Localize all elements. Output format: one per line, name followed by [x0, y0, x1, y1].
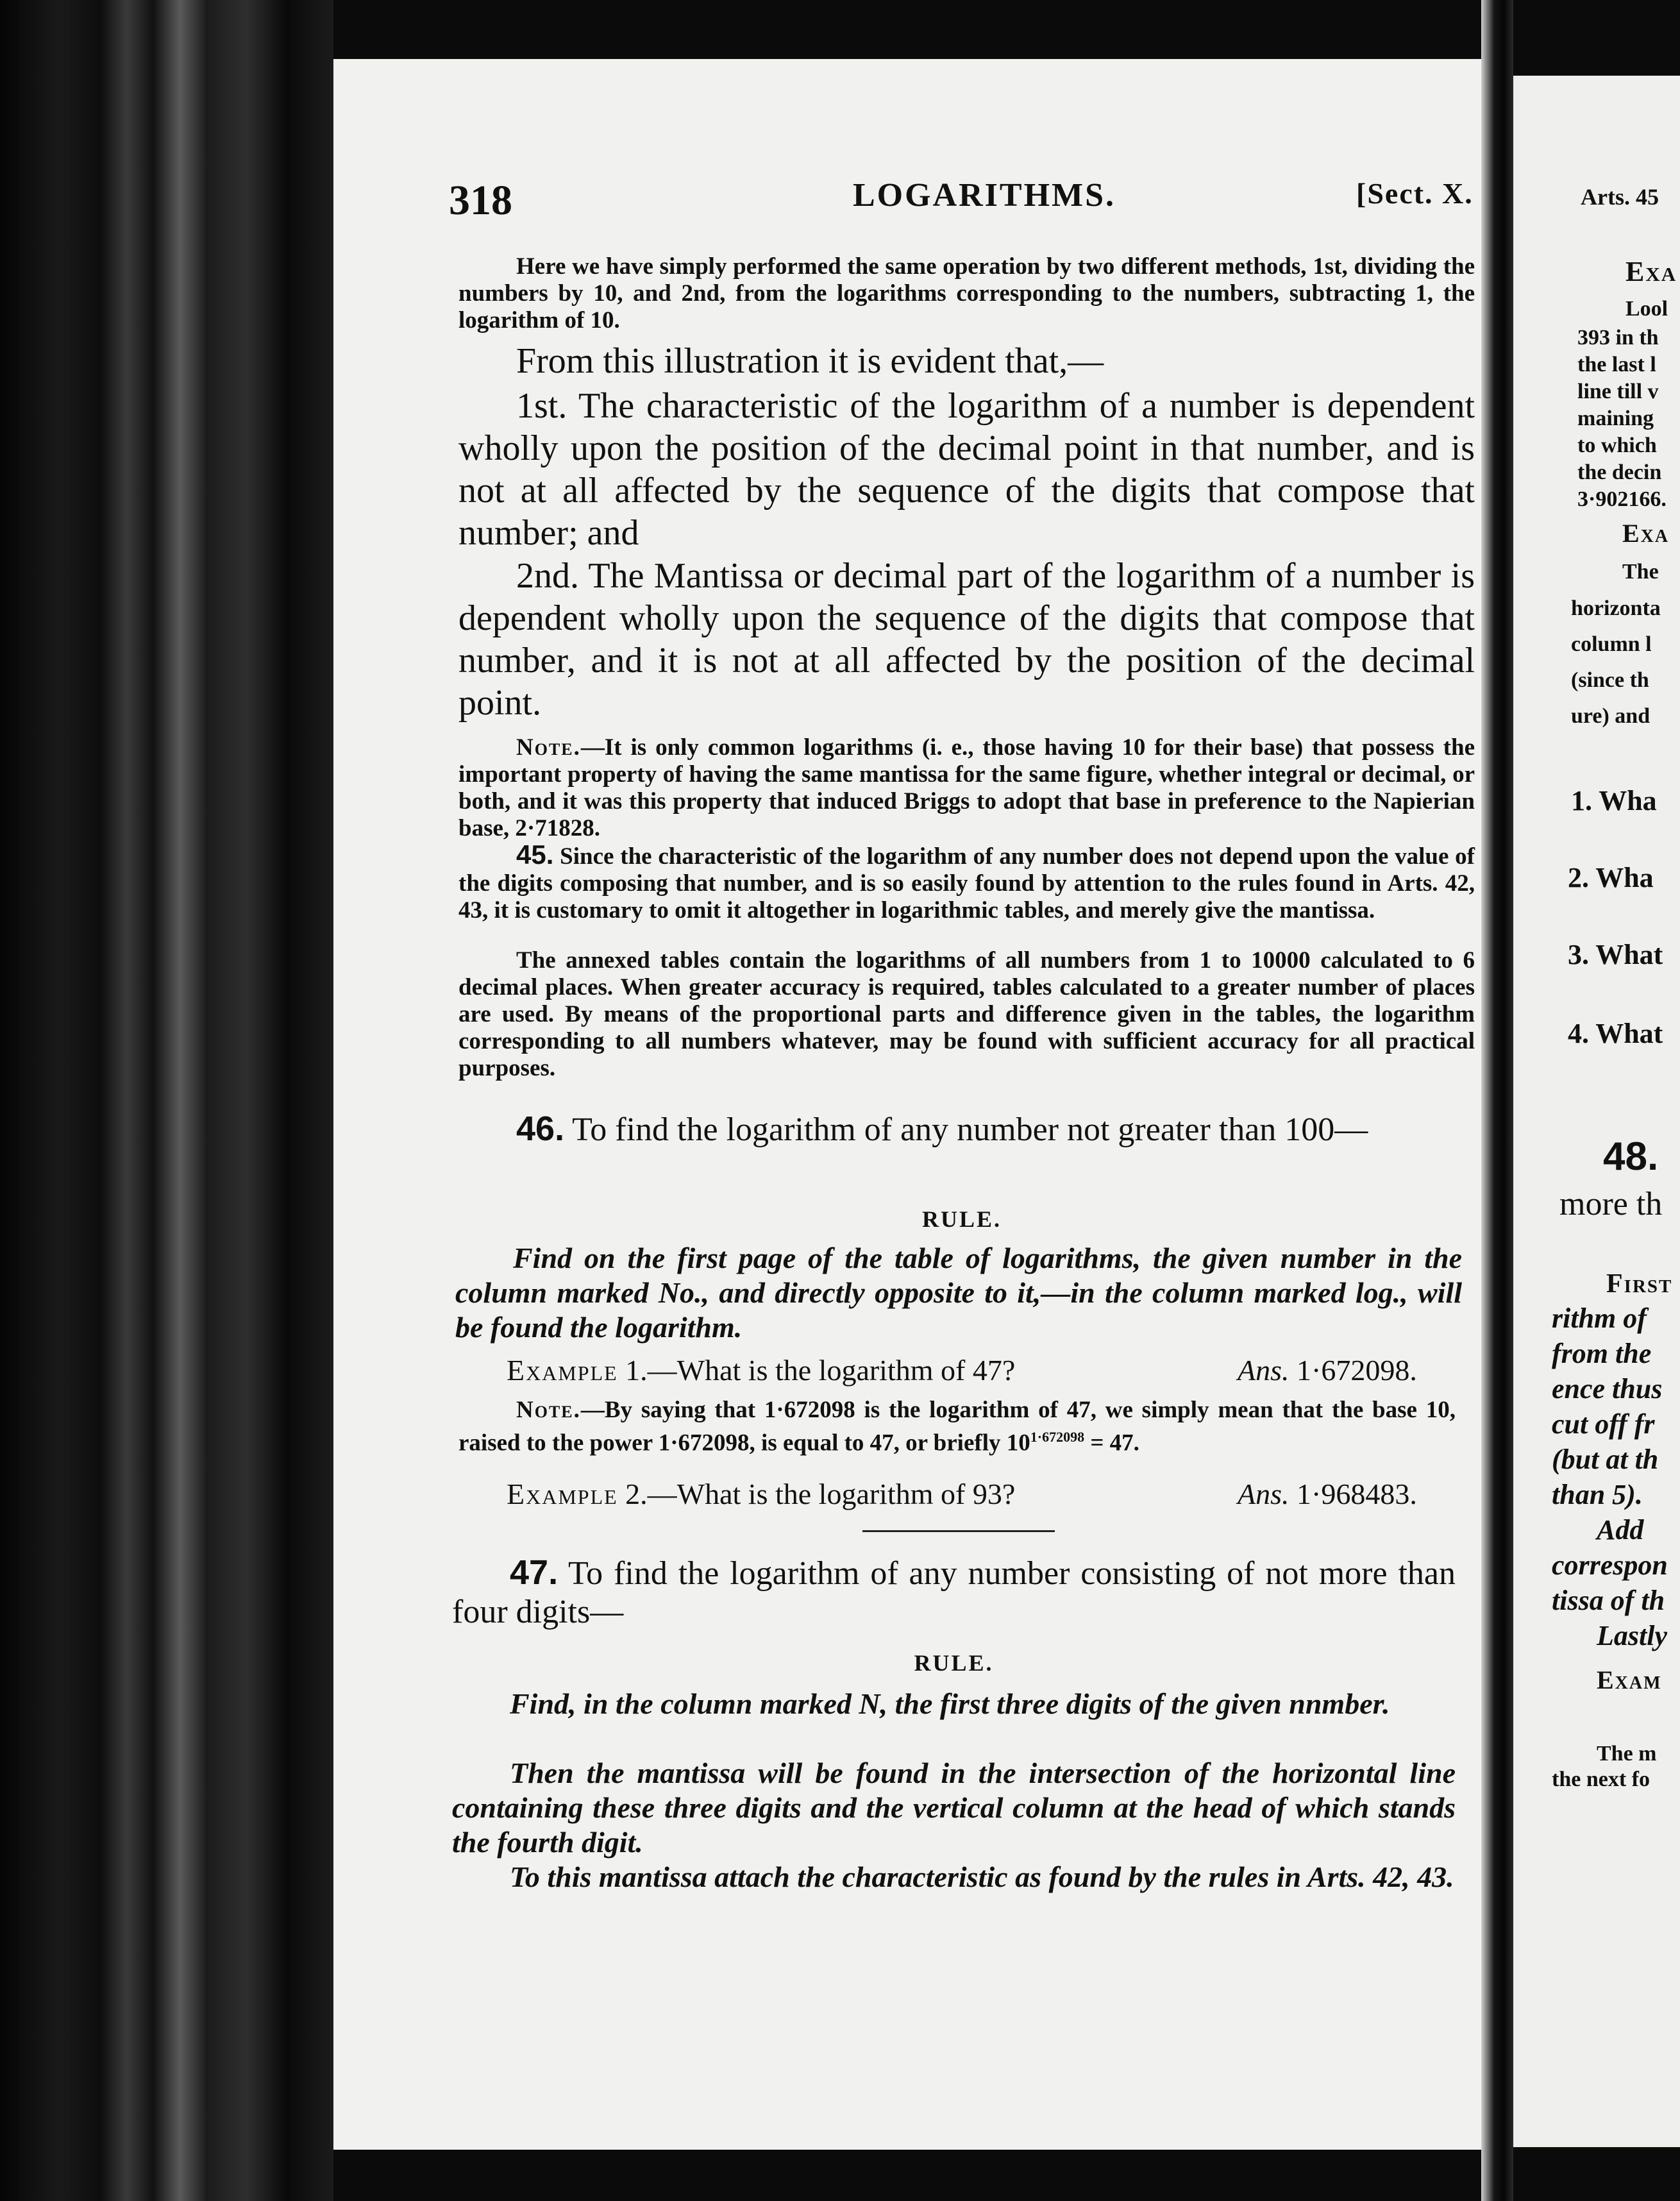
- facing-page: [1513, 76, 1680, 2147]
- facing-example-b: Exa: [1622, 519, 1670, 548]
- facing-line: (since th: [1571, 668, 1649, 692]
- rule-heading: RULE.: [914, 1650, 994, 1676]
- article-47-heading: [452, 1553, 1456, 1632]
- page-gutter: [1481, 0, 1513, 2201]
- section-mark: [Sect. X.: [1356, 177, 1474, 210]
- facing-line: the decin: [1577, 460, 1662, 484]
- facing-line: maining: [1577, 407, 1654, 430]
- example-2: [507, 1477, 1462, 1512]
- rule-47-step-2: Then the mantissa will be found in the intersection of the horizontal line containing these three digits and the vertical column at the head of which stands the fourth digit.: [452, 1757, 1456, 1859]
- article-45: [458, 841, 1475, 924]
- evident-line: From this illustration it is evident that,—: [516, 341, 1104, 381]
- note-text: —By saying that 1·672098 is the logarithm of 47, we simply mean that the base 10, raised to the power 1·672098, is equal to 47, or briefly: [458, 1397, 1456, 1456]
- facing-line: column l: [1571, 632, 1652, 656]
- facing-line: Lastly: [1597, 1620, 1667, 1651]
- note-common-logarithms: [458, 734, 1475, 842]
- facing-line: cut off fr: [1552, 1408, 1655, 1440]
- facing-line: more th: [1559, 1186, 1663, 1222]
- article-text: Since the characteristic of the logarithm of any number does not depend upon the value of the digits composing that number, and is so easily found by attention to the rules found in Arts. 42, 43, it is customary to omit it altogether in logarithmic tables, and merely give the mantissa.: [458, 843, 1475, 923]
- facing-first-label: First: [1606, 1269, 1673, 1299]
- facing-header: Arts. 45: [1581, 184, 1659, 210]
- facing-line: tissa of th: [1552, 1585, 1665, 1616]
- facing-question: 3. What: [1568, 939, 1663, 970]
- running-head: LOGARITHMS.: [853, 177, 1116, 214]
- book-binding: [0, 0, 333, 2201]
- article-number: 47.: [510, 1553, 559, 1592]
- example-question: 1.—What is the logarithm of 47?: [617, 1354, 1016, 1387]
- facing-line: rithm of: [1552, 1303, 1647, 1334]
- facing-line: the last l: [1577, 353, 1656, 376]
- first-principle: 1st. The characteristic of the logarithm of a number is dependent wholly upon the position of the decimal point in that number, and is not at all affected by the sequence of the digits that compose that number; and: [458, 386, 1475, 553]
- note-exponent: 1·672098: [1030, 1429, 1085, 1445]
- rule-heading: RULE.: [921, 1206, 1002, 1232]
- intro-paragraph: Here we have simply performed the same operation by two different methods, 1st, dividing the numbers by 10, and 2nd, from the logarithms corresponding to the numbers, subtracting 1, the logarithm of 10.: [458, 253, 1475, 333]
- facing-line: Add: [1597, 1514, 1644, 1546]
- example-label: Example: [507, 1354, 618, 1387]
- facing-article-48: 48.: [1603, 1134, 1659, 1179]
- page-number: 318: [449, 177, 512, 224]
- facing-line: 3·902166.: [1577, 487, 1667, 511]
- rule-46-text: Find on the first page of the table of logarithms, the given number in the column marked No., and directly opposite to it,—in the column marked log., will be found the logarithm.: [455, 1242, 1462, 1344]
- note-text: —It is only common logarithms (i. e., those having 10 for their base) that possess the important property of having the same mantissa for the same figure, whether integral or decimal, or both, and it was this property that induced Briggs to adopt that base in preference to the Napierian base, 2·71828.: [458, 734, 1475, 841]
- note-label: Note.: [516, 734, 581, 761]
- facing-exam-label: Exam: [1597, 1666, 1662, 1694]
- facing-line: Lool: [1625, 297, 1668, 321]
- facing-line: (but at th: [1552, 1444, 1659, 1475]
- answer-label: Ans.: [1238, 1354, 1289, 1387]
- facing-line: The: [1622, 560, 1659, 584]
- facing-example-a: Exa: [1625, 256, 1677, 287]
- article-title: To find the logarithm of any number consisting of not more than four digits—: [452, 1555, 1456, 1630]
- facing-line: correspon: [1552, 1549, 1668, 1581]
- facing-line: to which: [1577, 434, 1657, 457]
- answer-label: Ans.: [1238, 1478, 1289, 1510]
- answer-value: 1·968483.: [1289, 1478, 1417, 1510]
- note-base: 10: [1006, 1429, 1030, 1456]
- facing-line: The m: [1597, 1742, 1657, 1766]
- facing-line: ure) and: [1571, 704, 1651, 728]
- note-end: = 47.: [1084, 1429, 1139, 1456]
- rule-47-step-3: To this mantissa attach the characteristic as found by the rules in Arts. 42, 43.: [510, 1860, 1454, 1893]
- facing-line: line till v: [1577, 380, 1659, 403]
- article-number: 46.: [516, 1109, 565, 1148]
- facing-line: horizonta: [1571, 596, 1661, 620]
- facing-question: 2. Wha: [1568, 862, 1654, 893]
- note-label: Note.: [516, 1397, 581, 1423]
- facing-line: from the: [1552, 1338, 1652, 1369]
- example-label: Example: [507, 1478, 618, 1510]
- article-46-heading: [458, 1109, 1465, 1149]
- answer-value: 1·672098.: [1289, 1354, 1417, 1387]
- tables-paragraph: The annexed tables contain the logarithms of all numbers from 1 to 10000 calculated to 6 decimal places. When greater accuracy is required, tables calculated to a greater number of places are used. By means of the proportional parts and difference given in the tables, the logarithm corresponding to all numbers whatever, may be found with sufficient accuracy for all practical purposes.: [458, 947, 1475, 1081]
- facing-line: the next fo: [1552, 1767, 1650, 1791]
- rule-47-step-1: Find, in the column marked N, the first three digits of the given nnmber.: [510, 1687, 1390, 1720]
- facing-line: 393 in th: [1577, 326, 1659, 350]
- second-principle: 2nd. The Mantissa or decimal part of the logarithm of a number is dependent wholly upon the sequence of the digits that compose that number, and it is not at all affected by the position of the decimal point.: [458, 556, 1475, 723]
- facing-line: than 5).: [1552, 1479, 1643, 1510]
- facing-question: 4. What: [1568, 1018, 1663, 1049]
- facing-line: ence thus: [1552, 1373, 1663, 1404]
- example-question: 2.—What is the logarithm of 93?: [617, 1478, 1016, 1510]
- facing-question: 1. Wha: [1571, 785, 1657, 816]
- article-title: To find the logarithm of any number not greater than 100—: [564, 1111, 1368, 1148]
- example-1: [507, 1353, 1462, 1388]
- article-number: 45.: [516, 839, 554, 870]
- note-46: [458, 1397, 1456, 1456]
- section-divider: [862, 1530, 1055, 1532]
